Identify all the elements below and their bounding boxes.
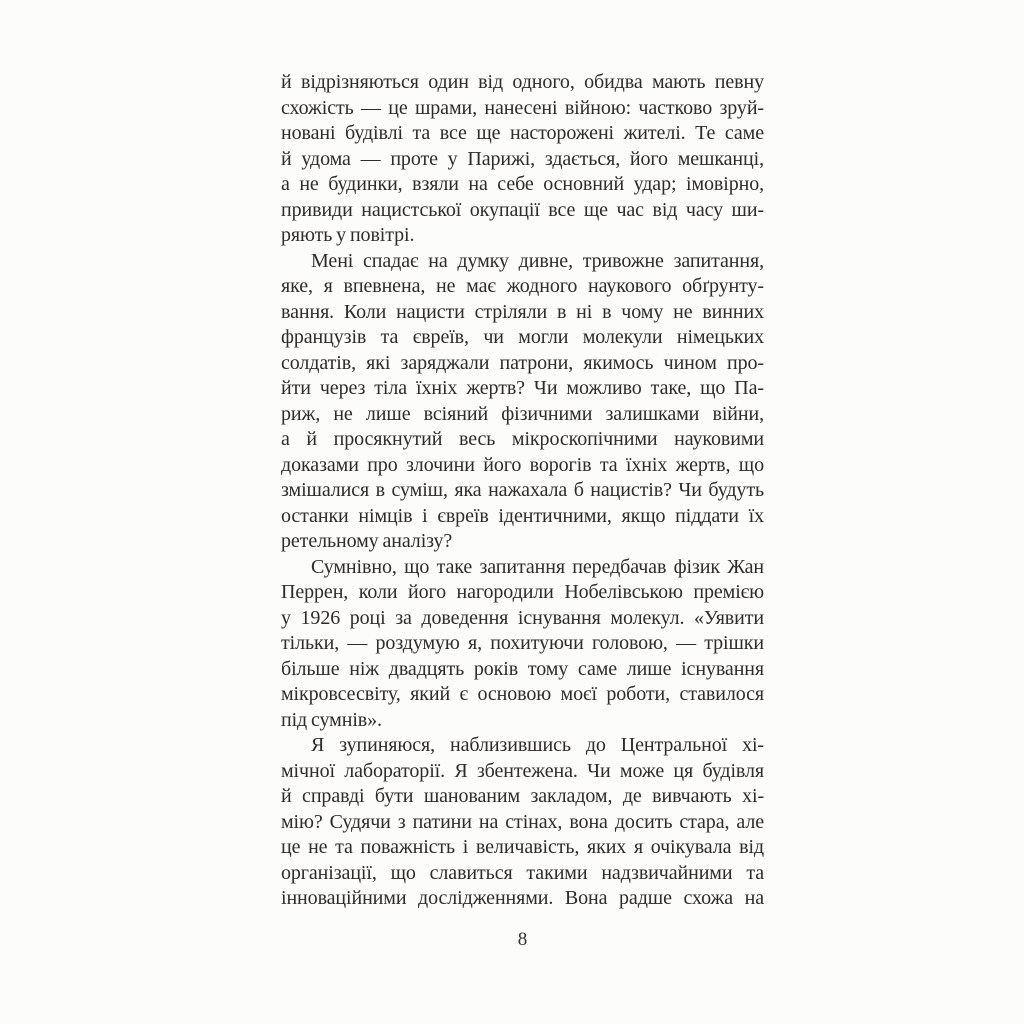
text-line: організації, що славиться такими надзвичайними та [281,861,764,884]
text-line: французів та євреїв, чи могли молекули німецьких [281,326,764,348]
text-line: риж, не лише всіяний фізичними залишками війни, [281,402,764,425]
text-line: й справді бути шанованим закладом, де вивчають хі- [281,785,764,807]
text-line: більше ніж двадцять років тому саме лише існування [281,657,764,680]
text-line: привиди нацистської окупації все ще час від часу ши- [281,198,764,221]
text-line: останки німців і євреїв ідентичними, якщо піддати їх [281,504,764,527]
text-line: ряють у повітрі. [281,224,415,246]
text-line: солдатів, які заряджали патрони, якимось чином про- [281,351,764,374]
text-line: доказами про злочини його ворогів та їхніх жертв, що [281,453,764,476]
text-line: мічної лабораторії. Я збентежена. Чи може ця будівля [281,759,764,782]
text-line: мікровсесвіту, який є основою моєї роботи, ставилося [281,683,764,705]
text-line: йти через тіла їхніх жертв? Чи можливо таке, що Па- [281,377,764,399]
text-line: інноваційними дослідженнями. Вона радше схожа на [281,887,764,909]
page-number: 8 [517,929,528,950]
text-line: вання. Коли нацисти стріляли в ні в чому не винних [281,300,764,323]
text-line: яке, я впевнена, не має жодного наукового обґрунту- [281,275,764,297]
text-line: схожість — це шрами, нанесені війною: частково зруй- [281,96,764,119]
text-line: й відрізняються один від одного, обидва мають певну [281,71,764,93]
text-line: й удома — проте у Парижі, здається, його мешканці, [281,147,764,170]
text-line: Сумнівно, що таке запитання передбачав фізик Жан [311,555,764,578]
text-line: у 1926 році за доведення існування молекул. «Уявити [281,606,764,629]
text-line: Я зупиняюся, наблизившись до Центральної хі- [311,734,764,756]
text-line: а й просякнутий весь мікроскопічними науковими [281,428,764,450]
text-line: а не будинки, взяли на себе основний удар; імовірно, [281,173,764,195]
text-line: Мені спадає на думку дивне, тривожне запитання, [311,249,764,272]
text-block [281,70,764,912]
text-line: змішалися в суміш, яка нажахала б нацистів? Чи будуть [281,479,764,501]
text-line: новані будівлі та все ще насторожені жителі. Те саме [281,122,764,144]
text-line: під сумнів». [281,708,382,731]
text-line: це не та поважність і величавість, яких я очікувала від [281,836,764,858]
text-line: ретельному аналізу? [281,530,453,552]
text-line: тільки, — роздумую я, похитуючи головою, — трішки [281,632,764,654]
text-line: мію? Судячи з патини на стінах, вона досить стара, але [281,810,764,833]
text-line: Перрен, коли його нагородили Нобелівською премією [281,581,764,603]
